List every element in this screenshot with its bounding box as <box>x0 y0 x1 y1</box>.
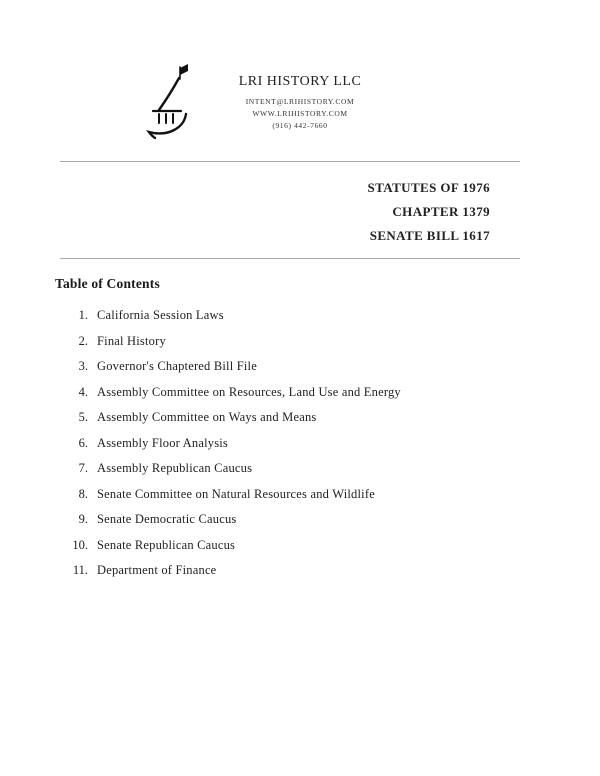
senate-bill-line: SENATE BILL 1617 <box>369 228 490 243</box>
toc-item-number: 2. <box>78 333 88 348</box>
toc-item <box>55 359 525 374</box>
toc-item-label: Final History <box>97 333 166 348</box>
toc-item-label: Assembly Committee on Ways and Means <box>97 410 317 424</box>
toc-item-label: Senate Republican Caucus <box>97 537 236 552</box>
toc-item-label: Assembly Floor Analysis <box>97 435 228 450</box>
lri-logo <box>140 62 200 147</box>
toc-item <box>55 410 525 425</box>
toc-item-label: California Session Laws <box>97 308 224 322</box>
toc-item <box>55 461 525 476</box>
statutes-line: STATUTES OF 1976 <box>367 180 490 195</box>
toc-item-label: Governor's Chaptered Bill File <box>97 359 257 373</box>
toc-item-number: 5. <box>78 410 88 424</box>
toc-item <box>55 563 525 578</box>
letterhead-text <box>210 74 390 133</box>
toc-item <box>55 334 525 349</box>
toc-item-label: Department of Finance <box>97 563 217 577</box>
toc-item-number: 11. <box>72 563 88 577</box>
toc-item <box>55 385 525 400</box>
reference-block <box>368 180 490 252</box>
company-email: INTENT@LRIHISTORY.COM <box>245 97 355 106</box>
toc-item-number: 10. <box>72 537 88 552</box>
chapter-line: CHAPTER 1379 <box>392 204 490 219</box>
toc-item <box>55 308 525 323</box>
toc-item-number: 3. <box>78 359 88 373</box>
toc-item-label: Senate Democratic Caucus <box>97 512 237 526</box>
toc-item <box>55 436 525 451</box>
toc-item-number: 4. <box>78 384 88 399</box>
logo-flag-shape <box>180 64 188 75</box>
toc-item-label: Assembly Republican Caucus <box>97 461 253 475</box>
company-phone: (916) 442-7660 <box>272 121 328 130</box>
toc-item-number: 1. <box>78 308 88 322</box>
toc-item <box>55 538 525 553</box>
toc-item-number: 8. <box>78 486 88 501</box>
company-name: LRI HISTORY LLC <box>238 74 362 89</box>
divider-top <box>60 161 520 162</box>
toc-item-label: Senate Committee on Natural Resources and Wildlife <box>97 486 375 501</box>
company-website: WWW.LRIHISTORY.COM <box>252 109 348 118</box>
divider-middle <box>60 258 520 259</box>
toc-item <box>55 487 525 502</box>
toc-item <box>55 512 525 527</box>
toc-item-number: 7. <box>78 461 88 475</box>
toc-item-label: Assembly Committee on Resources, Land Use and Energy <box>97 384 401 399</box>
toc-title: Table of Contents <box>55 276 160 291</box>
letterhead <box>0 62 600 152</box>
toc-item-number: 9. <box>78 512 88 526</box>
toc-item-number: 6. <box>78 435 88 450</box>
toc-list <box>55 308 525 589</box>
